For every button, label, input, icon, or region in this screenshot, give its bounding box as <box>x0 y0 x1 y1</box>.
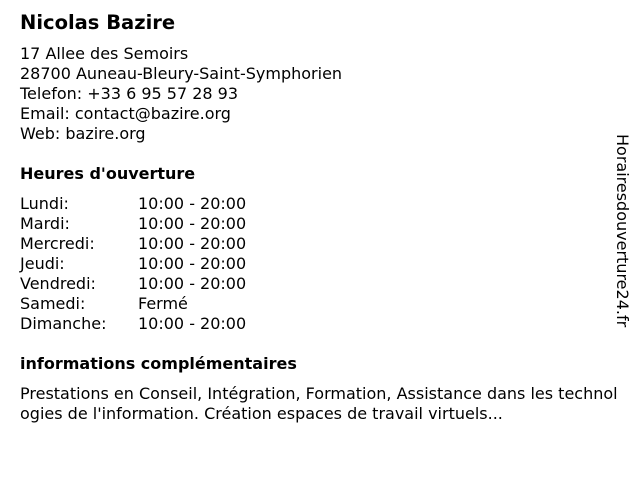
day-label: Mercredi: <box>20 234 95 253</box>
hours-row-monday <box>20 194 280 214</box>
address-street: 17 Allee des Semoirs <box>20 44 189 63</box>
day-label: Lundi: <box>20 194 69 213</box>
day-label: Mardi: <box>20 214 70 233</box>
day-hours: 10:00 - 20:00 <box>138 314 247 333</box>
opening-hours-heading: Heures d'ouverture <box>20 164 196 183</box>
day-hours: 10:00 - 20:00 <box>138 274 247 293</box>
day-hours: 10:00 - 20:00 <box>138 214 247 233</box>
day-label: Vendredi: <box>20 274 96 293</box>
hours-row-friday <box>20 274 280 294</box>
day-hours: 10:00 - 20:00 <box>138 254 247 273</box>
day-label: Jeudi: <box>20 254 65 273</box>
day-hours: 10:00 - 20:00 <box>138 234 247 253</box>
contact-block <box>20 44 342 144</box>
hours-row-wednesday <box>20 234 280 254</box>
phone-number[interactable]: Telefon: +33 6 95 57 28 93 <box>20 84 239 103</box>
hours-row-tuesday <box>20 214 280 234</box>
address-city: 28700 Auneau-Bleury-Saint-Symphorien <box>20 64 343 83</box>
day-hours: Fermé <box>138 294 188 313</box>
email-address[interactable]: Email: contact@bazire.org <box>20 104 231 123</box>
day-label: Dimanche: <box>20 314 107 333</box>
opening-hours-table <box>20 194 280 334</box>
website[interactable]: Web: bazire.org <box>20 124 146 143</box>
hours-row-thursday <box>20 254 280 274</box>
site-watermark: Horairesdouverture24.fr <box>613 134 632 328</box>
hours-row-saturday <box>20 294 280 314</box>
business-name: Nicolas Bazire <box>20 11 176 34</box>
day-label: Samedi: <box>20 294 86 313</box>
additional-info-heading: informations complémentaires <box>20 354 297 373</box>
business-description: Prestations en Conseil, Intégration, Formation, Assistance dans les technologies de l'information. Création espaces de travail virtuels... <box>20 384 618 423</box>
day-hours: 10:00 - 20:00 <box>138 194 247 213</box>
hours-row-sunday <box>20 314 280 334</box>
